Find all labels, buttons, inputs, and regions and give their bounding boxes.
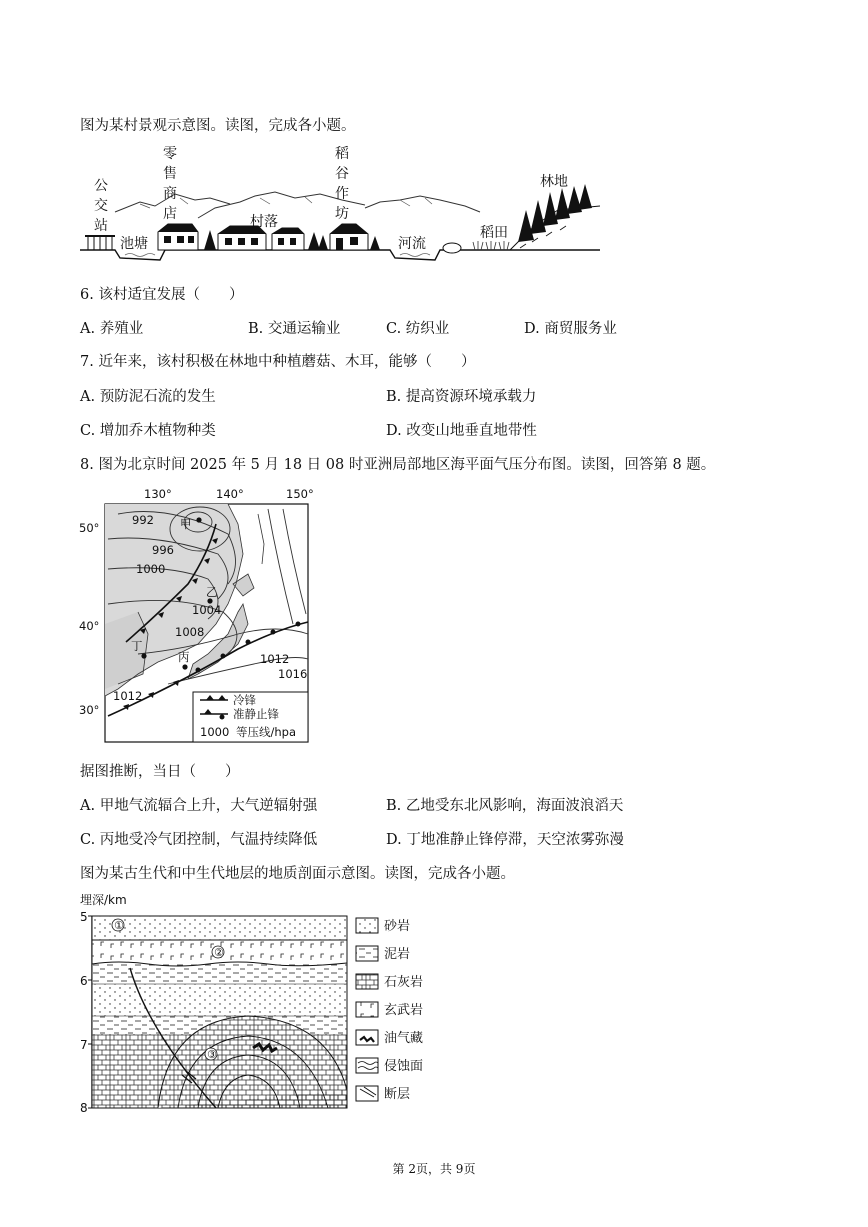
isobar-label-1008: 1008 [175,625,205,639]
legend-oil-gas: 油气藏 [384,1031,424,1046]
label-mill-3: 作 [335,186,349,202]
legend-mudstone: 泥岩 [384,947,411,962]
point-ding: 丁 [131,639,143,653]
label-pond: 池塘 [120,236,148,252]
q8-sub: 据图推断，当日（ ） [80,764,240,780]
y-tick-7: 7 [80,1038,88,1052]
label-bus-stop-1: 公 [94,178,108,194]
lat-label-50: 50° [79,521,100,535]
lon-label-140: 140° [216,487,244,501]
q8-stem: 8. 图为北京时间 2025 年 5 月 18 日 08 时亚洲局部地区海平面气压分布图。读图，回答第 8 题。 [80,457,716,473]
layer-label-2: ② [214,946,224,959]
legend-sandstone: 砂岩 [384,919,411,934]
lon-label-150: 150° [286,487,314,501]
label-river: 河流 [398,236,426,252]
layer-label-1: ① [114,919,124,932]
isobar-label-992: 992 [132,513,154,527]
point-jia: 甲 [180,517,192,531]
isobar-label-1004: 1004 [192,603,222,617]
label-shop-3: 商 [163,186,177,202]
legend-cold-front: 冷锋 [233,693,256,707]
label-forest: 林地 [540,174,568,190]
geologic-section-figure [78,890,458,1115]
pressure-map-figure [78,484,328,746]
legend-isobar-value: 1000 [200,725,230,739]
page-footer: 第 2页，共 9页 [392,1162,476,1176]
q7-option-a[interactable]: A. 预防泥石流的发生 [80,389,216,405]
intro-text-1: 图为某村景观示意图。读图，完成各小题。 [80,118,356,134]
label-shop-2: 售 [163,166,177,182]
q6-option-a[interactable]: A. 养殖业 [80,321,144,337]
label-village: 村落 [250,214,278,230]
q6-option-b[interactable]: B. 交通运输业 [248,321,341,337]
q8-option-d[interactable]: D. 丁地准静止锋停滞，天空浓雾弥漫 [386,832,624,848]
q6-stem: 6. 该村适宜发展（ ） [80,287,244,303]
label-mill-1: 稻 [335,146,349,162]
q6-option-d[interactable]: D. 商贸服务业 [524,321,617,337]
lat-label-30: 30° [79,703,100,717]
label-mill-2: 谷 [335,166,349,182]
label-bus-stop-2: 交 [94,198,108,214]
layer-label-3: ③ [207,1048,217,1061]
q8-option-c[interactable]: C. 丙地受冷气团控制，气温持续降低 [80,832,318,848]
y-tick-8: 8 [80,1101,88,1115]
q7-option-b[interactable]: B. 提高资源环境承载力 [386,389,537,405]
intro-text-2: 图为某古生代和中生代地层的地质剖面示意图。读图，完成各小题。 [80,866,515,882]
label-bus-stop-3: 站 [94,218,108,234]
label-rice-field: 稻田 [480,225,508,241]
y-tick-5: 5 [80,910,88,924]
isobar-label-1000: 1000 [136,562,166,576]
lat-label-40: 40° [79,619,100,633]
q8-option-b[interactable]: B. 乙地受东北风影响，海面波浪滔天 [386,798,624,814]
legend-basalt: 玄武岩 [384,1003,424,1018]
legend-isobar-label: 等压线/hpa [236,725,297,739]
label-shop-1: 零 [163,146,177,162]
legend-erosion-surface: 侵蚀面 [384,1059,424,1074]
q7-option-d[interactable]: D. 改变山地垂直地带性 [386,423,537,439]
village-landscape-figure [80,140,600,270]
lon-label-130: 130° [144,487,172,501]
isobar-label-1016: 1016 [278,667,308,681]
point-bing: 丙 [178,650,190,664]
label-shop-4: 店 [163,206,177,222]
point-yi: 乙 [206,585,218,599]
q8-option-a[interactable]: A. 甲地气流辐合上升，大气逆辐射强 [80,798,318,814]
legend-fault: 断层 [384,1087,411,1102]
isobar-label-1012-b: 1012 [113,689,143,703]
label-mill-4: 坊 [335,206,349,222]
y-tick-6: 6 [80,974,88,988]
q6-option-c[interactable]: C. 纺织业 [386,321,450,337]
isobar-label-996: 996 [152,543,174,557]
legend-stationary-front: 准静止锋 [233,707,279,721]
q7-stem: 7. 近年来，该村积极在林地中种植蘑菇、木耳，能够（ ） [80,354,476,370]
isobar-label-1012-a: 1012 [260,652,290,666]
y-axis-label: 埋深/km [80,893,127,907]
legend-limestone: 石灰岩 [384,975,424,990]
q7-option-c[interactable]: C. 增加乔木植物种类 [80,423,216,439]
